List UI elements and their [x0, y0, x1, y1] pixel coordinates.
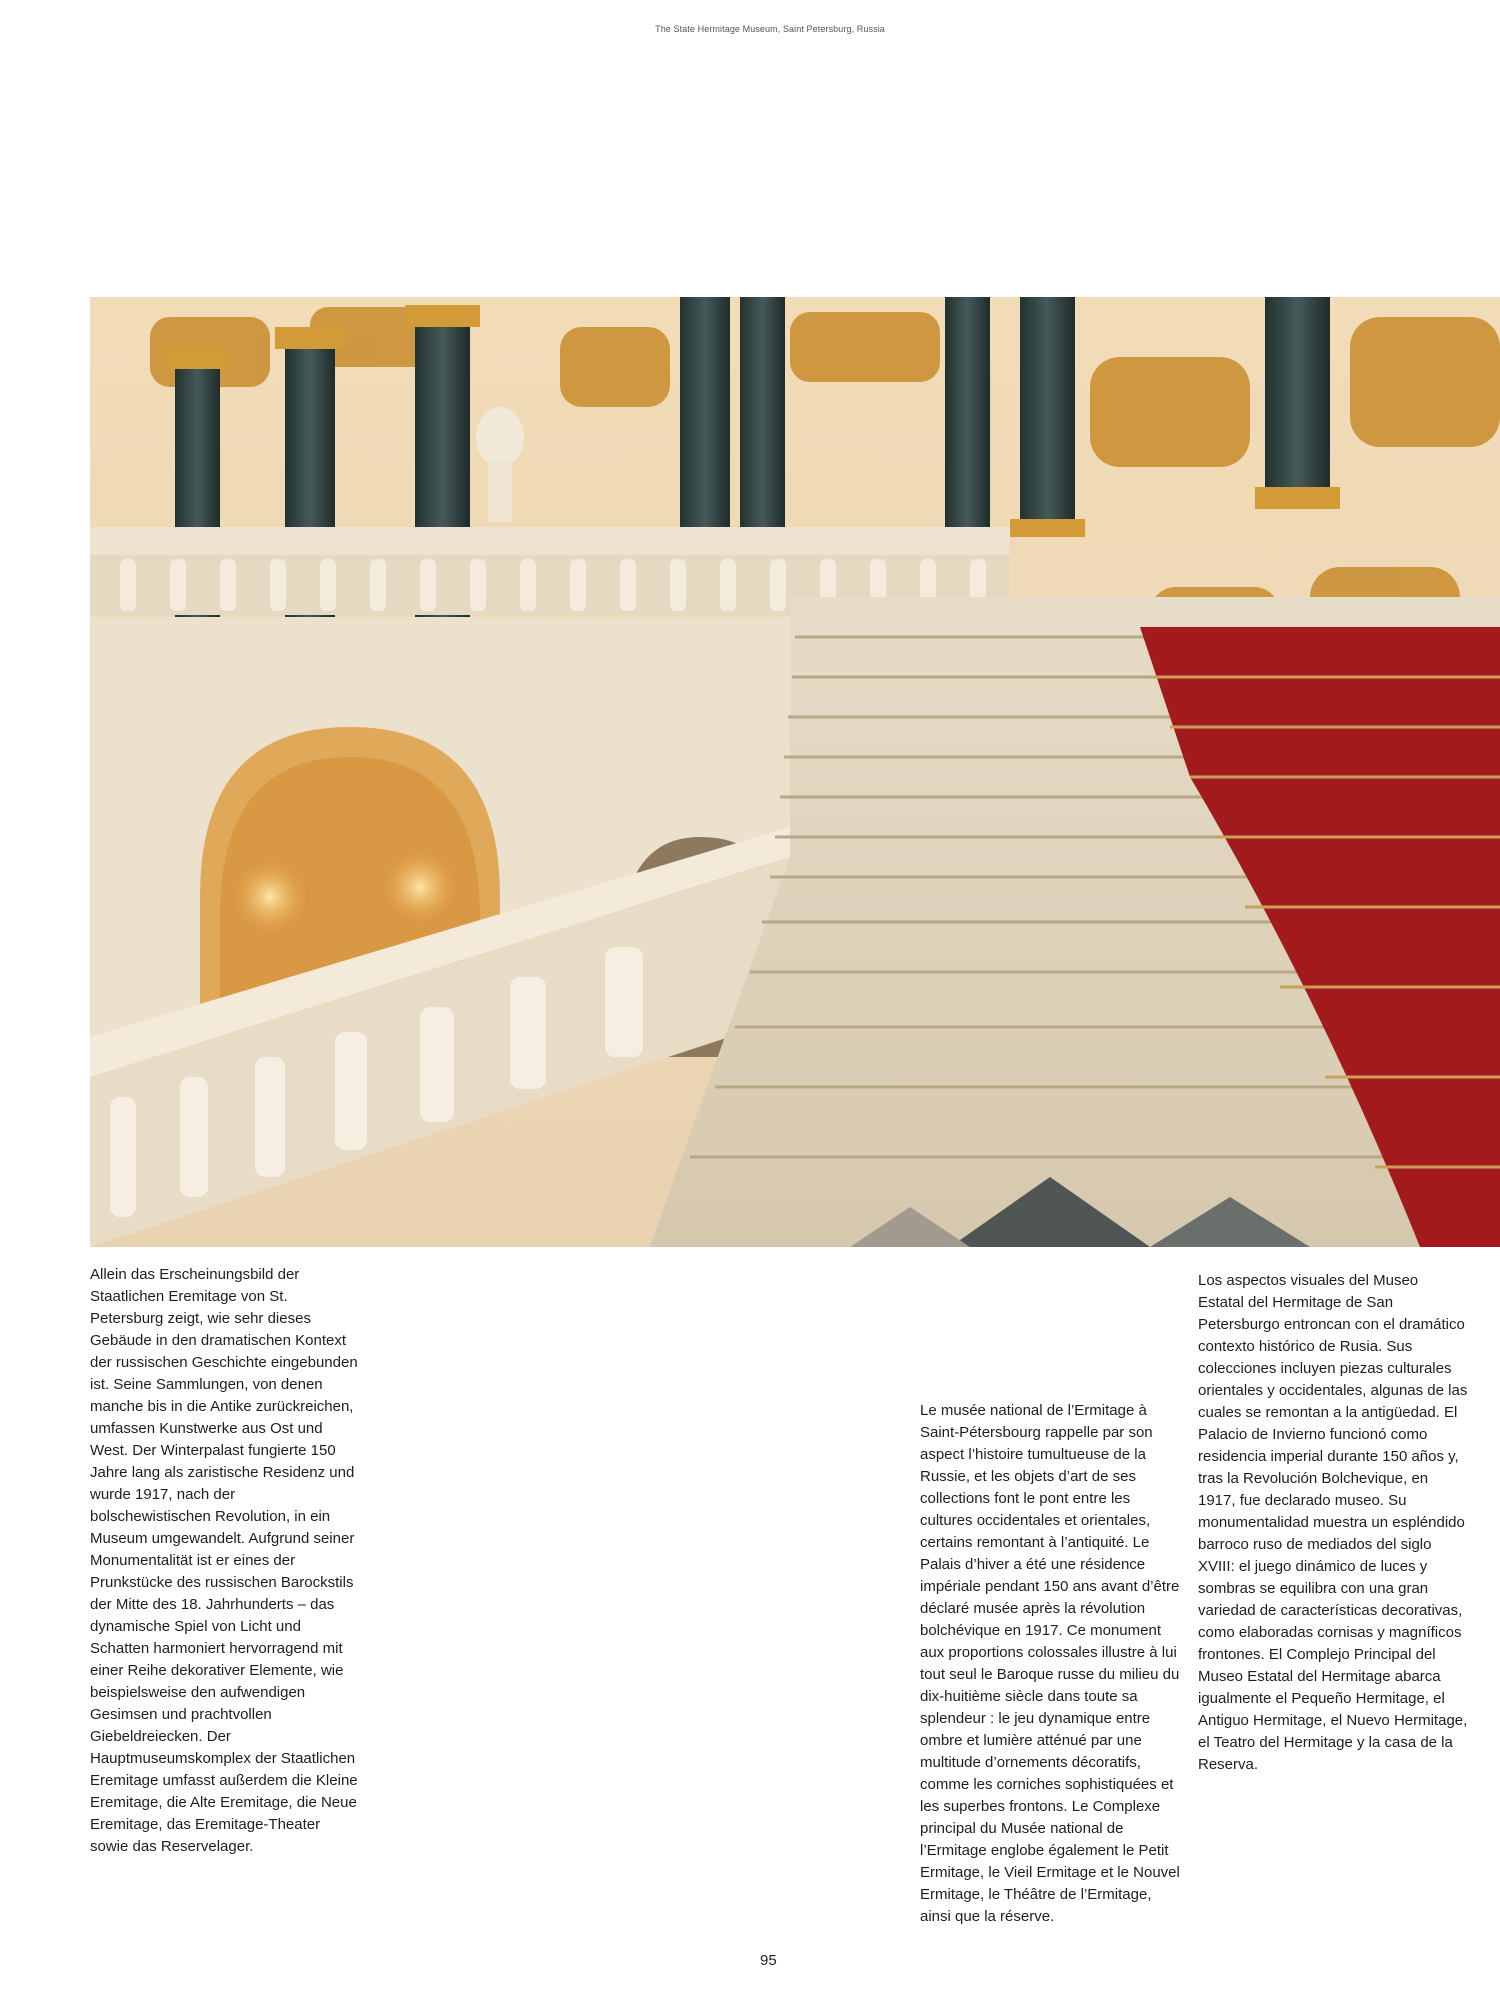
spanish-text-column	[1198, 1270, 1468, 1776]
french-paragraph: Le musée national de l’Ermitage à Saint-Pétersbourg rappelle par son aspect l’histoire tumultueuse de la Russie, et les objets d’art de ses collections font le pont entre les cultures occidentales et orientales, certains remontant à l’antiquité. Le Palais d’hiver a été une résidence impériale pendant 150 ans avant d’être déclaré musée après la révolution bolchévique en 1917. Ce monument aux proportions colossales illustre à lui tout seul le Baroque russe du milieu du dix-huitième siècle dans toute sa splendeur : le jeu dynamique entre ombre et lumière atténué par une multitude d’ornements décoratifs, comme les corniches sophistiquées et les superbes frontons. Le Complexe principal du Musée national de l’Ermitage englobe également le Petit Ermitage, le Vieil Ermitage et le Nouvel Ermitage, le Théâtre de l’Ermitage, ainsi que la réserve.	[920, 1402, 1180, 1925]
french-text-column	[920, 1400, 1185, 1928]
staircase-photo	[90, 297, 1500, 1247]
german-text-column	[90, 1264, 360, 1858]
spanish-paragraph: Los aspectos visuales del Museo Estatal del Hermitage de San Petersburgo entroncan con el dramático contexto histórico de Rusia. Sus colecciones incluyen piezas culturales orientales y occidentales, algunas de las cuales se remontan a la antigüedad. El Palacio de Invierno funcionó como residencia imperial durante 150 años y, tras la Revolución Bolchevique, en 1917, fue declarado museo. Su monumentalidad muestra un espléndido barroco ruso de mediados del siglo XVIII: el juego dinámico de luces y sombras se equilibra con una gran variedad de características decorativas, como elaboradas cornisas y magníficos frontones. El Complejo Principal del Museo Estatal del Hermitage abarca igualmente el Pequeño Hermitage, el Antiguo Hermitage, el Nuevo Hermitage, el Teatro del Hermitage y la casa de la Reserva.	[1198, 1272, 1468, 1773]
page-header-caption: The State Hermitage Museum, Saint Petersburg, Russia	[655, 24, 885, 34]
page-number: 95	[760, 1952, 777, 1969]
staircase-illustration	[90, 297, 1500, 1247]
german-paragraph: Allein das Erscheinungsbild der Staatlichen Eremitage von St. Petersburg zeigt, wie sehr dieses Gebäude in den dramatischen Kontext der russischen Geschichte eingebunden ist. Seine Sammlungen, von denen manche bis in die Antike zurückreichen, umfassen Kunstwerke aus Ost und West. Der Winterpalast fungierte 150 Jahre lang als zaristische Residenz und wurde 1917, nach der bolschewistischen Revolution, in ein Museum umgewandelt. Aufgrund seiner Monumentalität ist er eines der Prunkstücke des russischen Barockstils der Mitte des 18. Jahrhunderts – das dynamische Spiel von Licht und Schatten harmoniert hervorragend mit einer Reihe dekorativer Elemente, wie beispielsweise den aufwendigen Gesimsen und prachtvollen Giebeldreiecken. Der Hauptmuseumskomplex der Staatlichen Eremitage umfasst außerdem die Kleine Eremitage, die Alte Eremitage, die Neue Eremitage, das Eremitage-Theater sowie das Reservelager.	[90, 1266, 358, 1855]
